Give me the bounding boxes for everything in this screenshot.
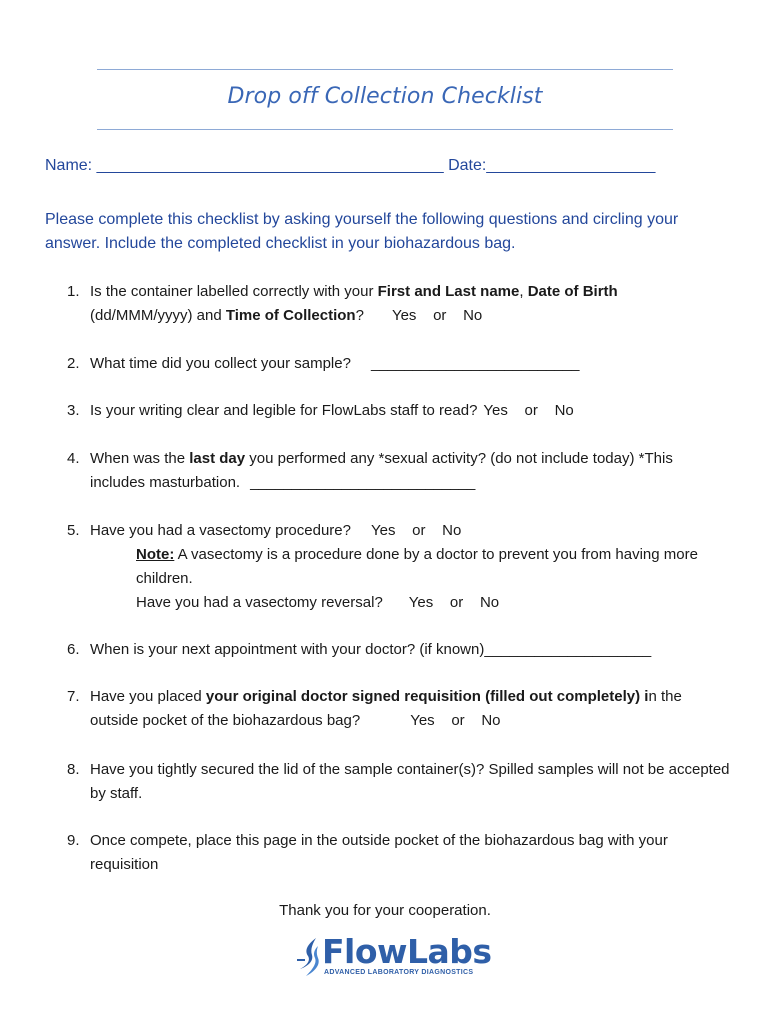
date-field[interactable]: ___________________ (486, 157, 656, 174)
note-label: Note: (136, 546, 175, 563)
item-text-part: What time did you collect your sample? (90, 355, 351, 372)
item-text (90, 447, 730, 495)
item-text-part: Is the container labelled correctly with your (90, 283, 378, 300)
item-text (90, 519, 730, 615)
title-bottom-rule (97, 129, 673, 130)
last-activity-field[interactable]: ___________________________ (250, 474, 476, 491)
item-text-part: Have you had a vasectomy procedure? (90, 522, 351, 539)
logo-tagline: ADVANCED LABORATORY DIAGNOSTICS (324, 969, 474, 976)
item-text (90, 685, 730, 733)
yes-no-answer[interactable]: Yes or No (391, 307, 483, 324)
item-number: 2. (67, 355, 80, 372)
item-text (90, 352, 730, 376)
appointment-field[interactable]: ____________________ (484, 641, 652, 658)
item-number: 8. (67, 761, 80, 778)
item-text (90, 280, 730, 328)
item-text-part: n the outside pocket of the biohazardous bag? (90, 688, 682, 729)
item-emphasis: Time of Collection (225, 307, 356, 324)
thank-you-message: Thank you for your cooperation. (279, 902, 491, 919)
vasectomy-note (90, 543, 730, 591)
reversal-question: Have you had a vasectomy reversal? (136, 594, 383, 611)
item-text-part: When is your next appointment with your doctor? (if known) (90, 641, 485, 658)
item-number: 3. (67, 402, 80, 419)
item-text-part: Have you placed (90, 688, 206, 705)
item-text: Have you tightly secured the lid of the sample container(s)? Spilled samples will not be accepted by staff. (90, 761, 730, 802)
item-text: Once compete, place this page in the outside pocket of the biohazardous bag with your requisition (90, 832, 668, 873)
item-text-part: ? (355, 307, 364, 324)
yes-no-answer[interactable]: Yes or No (483, 402, 574, 419)
logo-name: FlowLabs (322, 932, 492, 971)
yes-no-answer[interactable]: Yes or No (370, 522, 462, 539)
name-label: Name: (45, 157, 93, 174)
name-date-line (45, 157, 655, 175)
yes-no-answer[interactable]: Yes or No (408, 594, 500, 611)
page-title: Drop off Collection Checklist (227, 84, 543, 109)
item-text-part: you performed any *sexual activity? (do not include today) *This includes masturbation. (90, 450, 673, 491)
flowlabs-logo-icon (296, 936, 322, 980)
item-number: 1. (67, 283, 80, 300)
item-text-part: (dd/MMM/yyyy) and (90, 307, 226, 324)
name-field[interactable]: _______________________________________ (96, 157, 444, 174)
collection-time-field[interactable]: _________________________ (370, 355, 580, 372)
item-emphasis: last day (189, 450, 246, 467)
item-number: 5. (67, 522, 80, 539)
yes-no-answer[interactable]: Yes or No (410, 712, 501, 729)
item-text (90, 638, 730, 662)
item-text-part: Is your writing clear and legible for FlowLabs staff to read? (90, 402, 478, 419)
top-rule (97, 69, 673, 70)
item-emphasis: Date of Birth (527, 283, 618, 300)
item-number: 6. (67, 641, 80, 658)
vasectomy-reversal (90, 591, 730, 615)
flowlabs-logo (296, 932, 492, 980)
item-text-part: , (519, 283, 528, 300)
date-label: Date: (448, 157, 487, 174)
item-text-part: When was the (90, 450, 190, 467)
item-emphasis: your original doctor signed requisition (filled out completely) i (205, 688, 649, 705)
item-text (90, 399, 730, 423)
item-emphasis: First and Last name (377, 283, 520, 300)
item-number: 7. (67, 688, 80, 705)
instructions: Please complete this checklist by asking yourself the following questions and circling your answer. Include the completed checklist in your biohazardous bag. (45, 211, 679, 252)
note-text: A vasectomy is a procedure done by a doctor to prevent you from having more children. (136, 546, 698, 587)
item-number: 4. (67, 450, 80, 467)
item-number: 9. (67, 832, 80, 849)
